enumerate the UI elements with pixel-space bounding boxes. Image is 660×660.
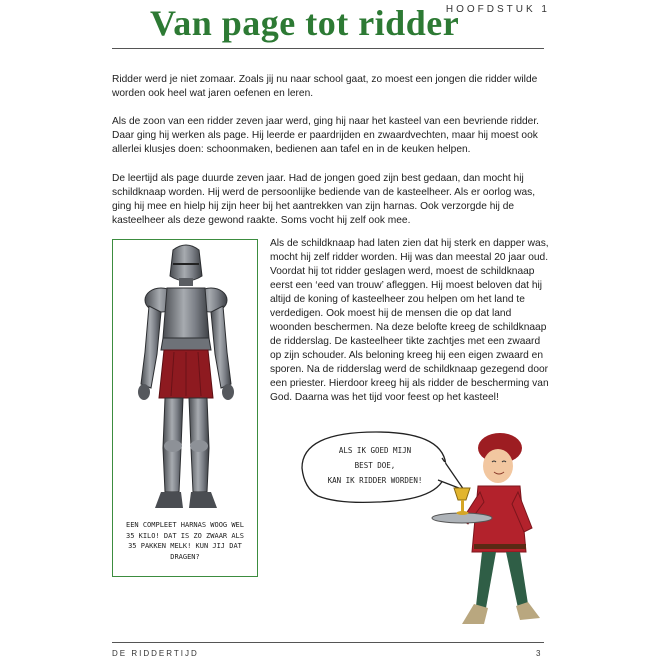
paragraph-knighting: Als de schildknaap had laten zien dat hij sterk en dapper was, mocht hij zelf ridder worden. Hij was dan meestal 20 jaar oud. Voordat hij tot ridder geslagen werd, moest de schildknaap eerst een ‘eed van trouw’ afleggen. Hij moest beloven dat hij altijd de koning of kasteelheer zou helpen om het land te verdedigen. Ook moest hij de mensen die op dat land woonden beschermen. Na deze belofte kreeg de schildknaap de ridderslag. De kasteelheer tikte zachtjes met een zwaard op zijn schouder. Als beloning kreeg hij een eigen zwaard en sporen. Na de ridderslag werd de schildknaap gezegend door een priester. Hierdoor kreeg hij als ridder de bescherming van God. Daarna was het tijd voor feest op het kasteel! <box>270 238 549 403</box>
page-title: Van page tot ridder <box>150 3 460 43</box>
armor-photo-frame <box>112 239 258 577</box>
armor-illustration <box>131 242 241 514</box>
chapter-label: HOOFDSTUK 1 <box>445 4 550 15</box>
photo-caption: EEN COMPLEET HARNAS WOOG WEL 35 KILO! DAT IS ZO ZWAAR ALS 35 PAKKEN MELK! KUN JIJ DAT DRAGEN? <box>125 521 244 561</box>
paragraph-squire: De leertijd als page duurde zeven jaar. Had de jongen goed zijn best gedaan, dan mocht hij schildknaap worden. Hij werd de persoonlijke bediende van de kasteelheer. Als er oorlog was, ging hij mee en hielp hij zijn heer bij het aantrekken van zijn harnas. Ook verzorgde hij de kasteelheer als deze gewond raakte. Soms vocht hij zelf ook mee. <box>112 173 536 226</box>
speech-line-3: KAN IK RIDDER WORDEN! <box>327 476 423 485</box>
top-divider <box>112 48 544 49</box>
footer-section: DE RIDDERTIJD <box>112 649 199 658</box>
speech-line-2: BEST DOE, <box>354 461 396 470</box>
speech-line-1: ALS IK GOED MIJN <box>338 446 412 455</box>
paragraph-page: Als de zoon van een ridder zeven jaar werd, ging hij naar het kasteel van een bevriende ridder. Daar ging hij werken als page. Hij leerde er paardrijden en zwaardvechten, maar hij moest ook allerlei klusjes doen: schoonmaken, bedienen aan tafel en in de keuken helpen. <box>112 116 540 155</box>
page-boy-illustration <box>428 432 546 638</box>
page-number: 3 <box>536 649 541 658</box>
paragraph-intro: Ridder werd je niet zomaar. Zoals jij nu naar school gaat, zo moest een jongen die ridder wilde worden ook heel wat jaren oefenen en leren. <box>112 74 538 99</box>
bottom-divider <box>112 642 544 643</box>
